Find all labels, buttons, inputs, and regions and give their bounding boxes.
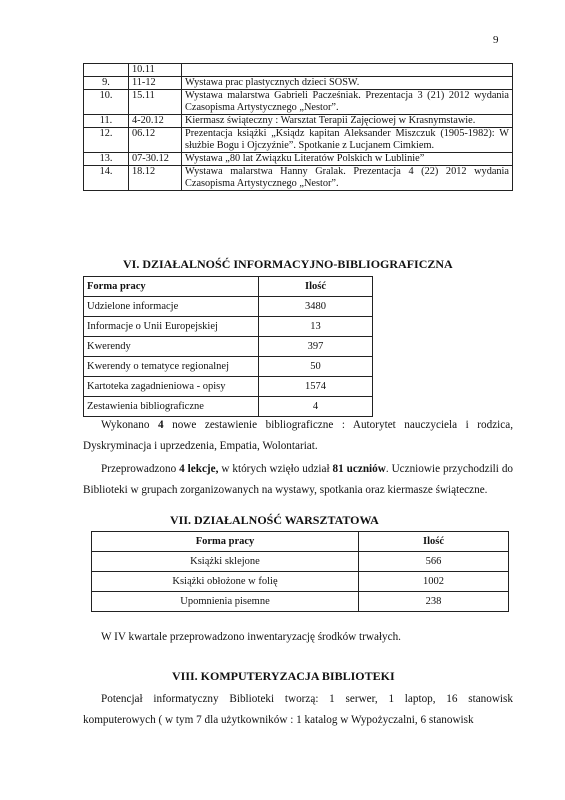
table-row — [84, 357, 373, 377]
event-number: 10. — [84, 90, 129, 115]
event-date: 18.12 — [129, 166, 182, 191]
section-8-heading: VIII. KOMPUTERYZACJA BIBLIOTEKI — [172, 669, 395, 683]
event-description: Wystawa malarstwa Hanny Gralak. Prezentacja 4 (22) 2012 wydania Czasopisma Artystycznego „Nestor”. — [182, 166, 513, 191]
para2-bold-students: 81 uczniów — [332, 463, 386, 475]
para1-pre: Wykonano — [101, 419, 158, 431]
column-header-qty: Ilość — [259, 277, 373, 297]
table-row — [84, 153, 513, 166]
form-cell: Kwerendy o tematyce regionalnej — [84, 357, 259, 377]
table-row — [92, 552, 509, 572]
event-description: Wystawa malarstwa Gabrieli Pacześniak. Prezentacja 3 (21) 2012 wydania Czasopisma Artystycznego „Nestor”. — [182, 90, 513, 115]
inventory-paragraph: W IV kwartale przeprowadzono inwentaryzację środków trwałych. — [101, 631, 401, 643]
event-description — [182, 64, 513, 77]
table-row — [92, 572, 509, 592]
info-bibliographic-table — [83, 276, 373, 417]
section-6-heading: VI. DZIAŁALNOŚĆ INFORMACYJNO-BIBLIOGRAFICZNA — [123, 257, 453, 271]
event-number: 13. — [84, 153, 129, 166]
event-description: Prezentacja książki „Ksiądz kapitan Aleksander Miszczuk (1905-1982): W służbie Bogu i Ojczyźnie”. Spotkanie z Lucjanem Cimkiem. — [182, 128, 513, 153]
qty-cell: 4 — [259, 397, 373, 417]
para2-bold-lessons: 4 lekcje, — [179, 463, 219, 475]
para1-bold: 4 — [157, 419, 164, 431]
para2-pre: Przeprowadzono — [101, 463, 180, 475]
event-number: 9. — [84, 77, 129, 90]
event-number — [84, 64, 129, 77]
table-row — [84, 128, 513, 153]
event-description: Wystawa prac plastycznych dzieci SOSW. — [182, 77, 513, 90]
event-date: 15.11 — [129, 90, 182, 115]
qty-cell: 1574 — [259, 377, 373, 397]
qty-cell: 238 — [359, 592, 509, 612]
form-cell: Zestawienia bibliograficzne — [84, 397, 259, 417]
event-description: Wystawa „80 lat Związku Literatów Polskich w Lublinie” — [182, 153, 513, 166]
form-cell: Książki obłożone w folię — [92, 572, 359, 592]
table-row — [92, 592, 509, 612]
form-cell: Udzielone informacje — [84, 297, 259, 317]
qty-cell: 3480 — [259, 297, 373, 317]
table-row — [84, 90, 513, 115]
table-row — [84, 377, 373, 397]
qty-cell: 1002 — [359, 572, 509, 592]
bibliography-paragraph — [83, 415, 513, 457]
qty-cell: 566 — [359, 552, 509, 572]
form-cell: Kartoteka zagadnieniowa - opisy — [84, 377, 259, 397]
qty-cell: 397 — [259, 337, 373, 357]
event-date: 11-12 — [129, 77, 182, 90]
form-cell: Informacje o Unii Europejskiej — [84, 317, 259, 337]
table-row — [84, 64, 513, 77]
form-cell: Upomnienia pisemne — [92, 592, 359, 612]
workshop-table — [91, 531, 509, 612]
table-header-row — [84, 277, 373, 297]
event-date: 4-20.12 — [129, 115, 182, 128]
qty-cell: 50 — [259, 357, 373, 377]
event-number: 12. — [84, 128, 129, 153]
table-row — [84, 397, 373, 417]
table-row — [84, 317, 373, 337]
table-row — [84, 297, 373, 317]
event-description: Kiermasz świąteczny : Warsztat Terapii Zajęciowej w Krasnymstawie. — [182, 115, 513, 128]
computerization-text: Potencjał informatyczny Biblioteki tworzą: 1 serwer, 1 laptop, 16 stanowisk komputerowych ( w tym 7 dla użytkowników : 1 katalog w Wypożyczalni, 6 stanowisk — [83, 693, 513, 726]
event-date: 06.12 — [129, 128, 182, 153]
form-cell: Książki sklejone — [92, 552, 359, 572]
lessons-paragraph — [83, 459, 513, 501]
form-cell: Kwerendy — [84, 337, 259, 357]
section-7-heading: VII. DZIAŁALNOŚĆ WARSZTATOWA — [170, 513, 379, 527]
table-row — [84, 337, 373, 357]
table-header-row — [92, 532, 509, 552]
table-row — [84, 115, 513, 128]
qty-cell: 13 — [259, 317, 373, 337]
event-number: 14. — [84, 166, 129, 191]
computerization-paragraph — [83, 689, 513, 731]
column-header-form: Forma pracy — [84, 277, 259, 297]
page-number: 9 — [493, 34, 499, 46]
event-date: 10.11 — [129, 64, 182, 77]
column-header-form: Forma pracy — [92, 532, 359, 552]
para2-mid: w których wzięło udział — [218, 463, 333, 475]
table-row — [84, 166, 513, 191]
event-number: 11. — [84, 115, 129, 128]
column-header-qty: Ilość — [359, 532, 509, 552]
table-row — [84, 77, 513, 90]
events-table — [83, 63, 513, 191]
event-date: 07-30.12 — [129, 153, 182, 166]
para1-post: nowe zestawienie bibliograficzne : Autorytet nauczyciela i rodzica, Dyskryminacja i uprzedzenia, Empatia, Wolontariat. — [83, 419, 514, 452]
para2-post: . Uczniowie przychodzili do Biblioteki w grupach zorganizowanych na wystawy, spotkania oraz kiermasze świąteczne. — [83, 463, 514, 496]
